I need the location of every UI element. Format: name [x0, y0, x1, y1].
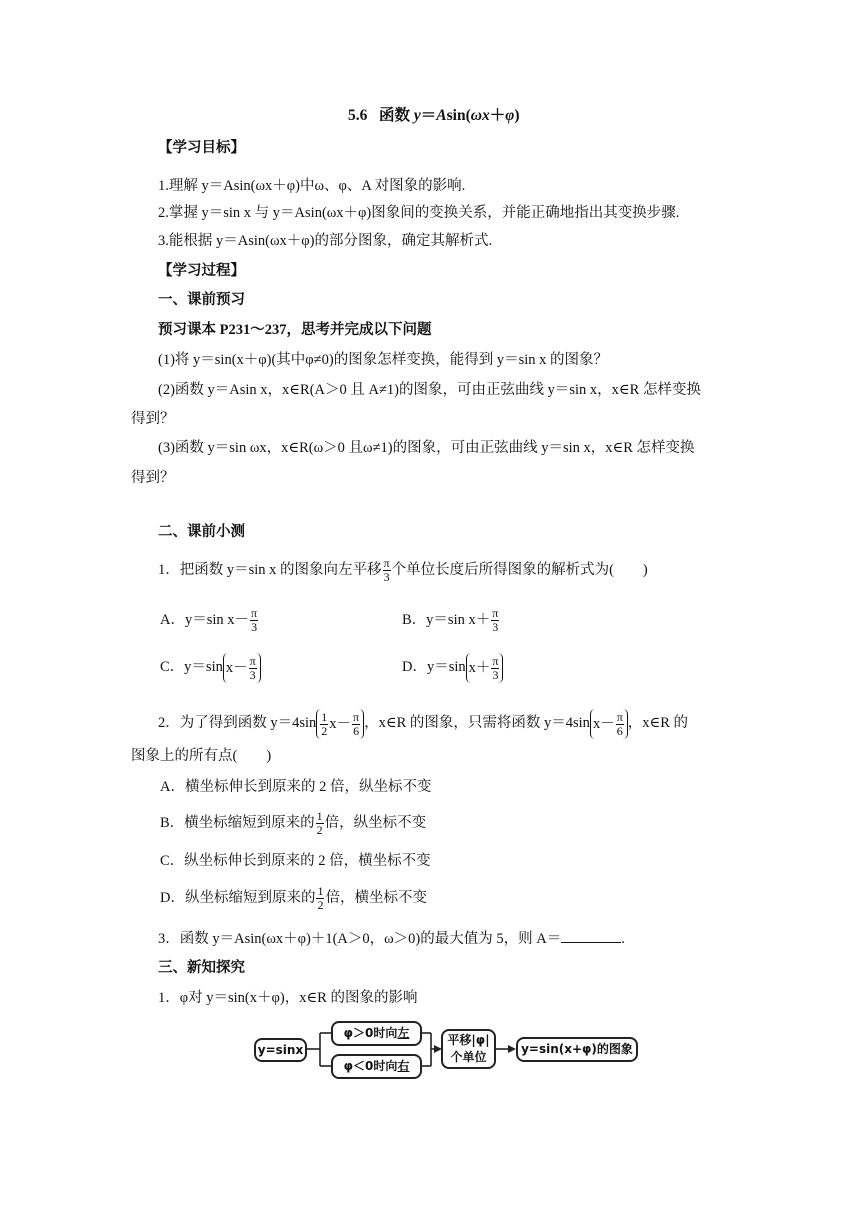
process-heading: 【学习过程】	[158, 263, 245, 279]
option-2b: B．横坐标缩短到原来的 $\frac{1}{2}$ 倍，纵坐标不变	[160, 809, 427, 838]
flow-start-box: y=sinx	[254, 1038, 307, 1062]
question-3: (3)函数 y＝sin ωx，x∈R(ω＞0 且ω≠1)的图象，可由正弦曲线 y＝sin x，x∈R 怎样变换	[158, 440, 695, 456]
option-2c: C．纵坐标伸长到原来的 2 倍，横坐标不变	[160, 853, 431, 869]
problem-2-cont: 图象上的所有点( )	[131, 748, 272, 764]
option-1d: D．y＝sin x＋ $\frac{\pi}{3}$	[402, 650, 503, 684]
option-1b: B．y＝sin x＋ $\frac{\pi}{3}$	[402, 606, 499, 635]
question-1: (1)将 y＝sin(x＋φ)(其中φ≠0)的图象怎样变换，能得到 y＝sin x 的图象？	[158, 352, 609, 368]
section-preview: 一、课前预习	[158, 292, 245, 308]
option-1a: A．y＝sin x－ $\frac{\pi}{3}$	[160, 606, 258, 635]
goal-3: 3.能根据 y＝Asin(ωx＋φ)的部分图象，确定其解析式.	[158, 233, 493, 249]
flow-end-box: y=sin(x+φ)的图象	[516, 1037, 638, 1062]
problem-1: 1．把函数 y＝sin x 的图象向左平移 $\frac{\pi}{3}$ 个单位长度后所得图象的解析式为( )	[158, 556, 648, 585]
problem-3: 3．函数 y＝Asin(ωx＋φ)＋1(A＞0，ω＞0)的最大值为 5，则 A＝ .	[158, 928, 625, 949]
option-1c: C．y＝sin x－ $\frac{\pi}{3}$	[160, 650, 261, 684]
preview-instruction: 预习课本 P231～237，思考并完成以下问题	[158, 322, 432, 338]
problem-2: 2．为了得到函数 y＝4sin $\frac{1}{2}$ x－ $\frac{\pi}{6}$ ，x∈R 的图象，只需将函数 y＝4sin x－ $\frac{\pi}{6}$ ，x∈R 的	[158, 709, 689, 738]
goal-1: 1.理解 y＝Asin(ωx＋φ)中ω、φ、A 对图象的影响.	[158, 178, 466, 194]
flow-upper-box: φ＞0时向左	[331, 1021, 422, 1046]
option-2a: A．横坐标伸长到原来的 2 倍，纵坐标不变	[160, 779, 432, 795]
fraction-pi-3: $\frac{\pi}{3}$	[383, 556, 390, 585]
flow-lower-box: φ＜0时向右	[331, 1054, 422, 1079]
option-2d: D．纵坐标缩短到原来的 $\frac{1}{2}$ 倍，横坐标不变	[160, 884, 427, 913]
explore-item-1: 1．φ对 y＝sin(x＋φ)，x∈R 的图象的影响	[158, 990, 418, 1006]
flow-middle-box: 平移|φ| 个单位	[441, 1029, 496, 1069]
question-2: (2)函数 y＝Asin x，x∈R(A＞0 且 A≠1)的图象，可由正弦曲线 y＝sin x，x∈R 怎样变换	[158, 382, 701, 398]
page-title: 5.6 函数 y＝Asin(ωx＋φ)	[348, 107, 520, 124]
goals-heading: 【学习目标】	[158, 140, 245, 156]
goal-2: 2.掌握 y＝sin x 与 y＝Asin(ωx＋φ)图象间的变换关系，并能正确地指出其变换步骤.	[158, 205, 680, 221]
question-3-cont: 得到？	[131, 470, 175, 486]
section-quiz: 二、课前小测	[158, 524, 245, 540]
question-2-cont: 得到？	[131, 411, 175, 427]
section-explore: 三、新知探究	[158, 960, 245, 976]
